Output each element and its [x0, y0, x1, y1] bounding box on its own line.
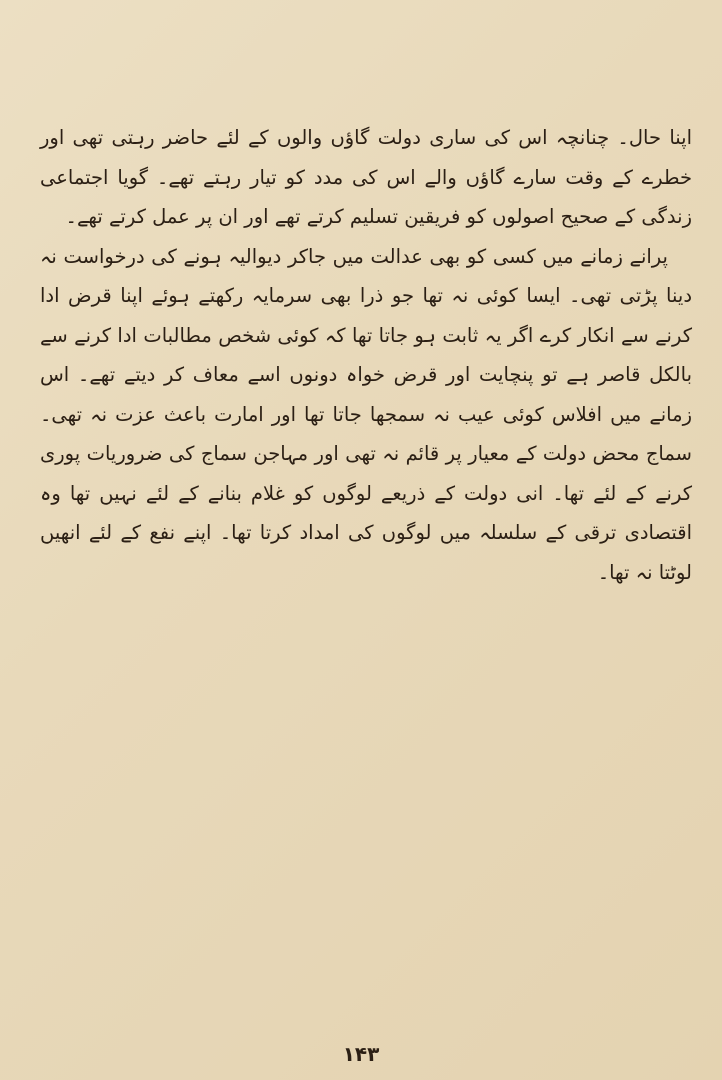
page-number: ۱۴۳	[342, 1042, 380, 1066]
paragraph-1: اپنا حال۔ چنانچہ اس کی ساری دولت گاؤں والوں کے لئے حاضر رہتی تھی اور خطرے کے وقت سارے گاؤں والے اس کی مدد کو تیار رہتے تھے۔ گویا اجتماعی زندگی کے صحیح اصولوں کو فریقین تسلیم کرتے تھے اور ان پر عمل کرتے تھے۔	[40, 126, 692, 228]
paragraph-2: پرانے زمانے میں کسی کو بھی عدالت میں جاکر دیوالیہ ہونے کی درخواست نہ دینا پڑتی تھی۔ ایسا کوئی نہ تھا جو ذرا بھی سرمایہ رکھتے ہوئے اپنا قرض ادا کرنے سے انکار کرے اگر یہ ثابت ہو جاتا تھا کہ کوئی شخص مطالبات ادا کرنے سے بالکل قاصر ہے تو پنچایت اور قرض خواہ دونوں اسے معاف کر دیتے تھے۔ اس زمانے میں افلاس کوئی عیب نہ سمجھا جاتا تھا اور امارت باعث عزت نہ تھی۔ سماج محض دولت کے معیار پر قائم نہ تھی اور مہاجن سماج کی ضروریات پوری کرنے کے لئے تھا۔ انی دولت کے ذریعے لوگوں کو غلام بنانے کے لئے نہیں تھا وہ اقتصادی ترقی کے سلسلہ میں لوگوں کی امداد کرتا تھا۔ اپنے نفع کے لئے انھیں لوٹتا نہ تھا۔	[40, 244, 692, 584]
body-text	[40, 118, 692, 592]
